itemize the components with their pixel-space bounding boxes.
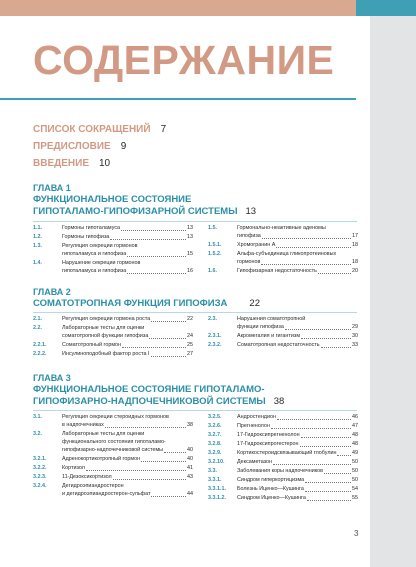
toc-entry[interactable]: 2.3.1. Акромегалия и гигантизм 30 [208, 333, 358, 339]
chapter-1-label: ГЛАВА 1 [33, 183, 71, 193]
toc-preface-label: ПРЕДИСЛОВИЕ [33, 141, 111, 152]
chapter-1-title-line-2: ГИПОТАЛАМО-ГИПОФИЗАРНОЙ СИСТЕМЫ 13 [33, 206, 257, 217]
toc-introduction-label: ВВЕДЕНИЕ [33, 158, 89, 169]
toc-entry[interactable]: 3.2.2. Кортизол 41 [33, 465, 193, 471]
chapter-3-label: ГЛАВА 3 [33, 373, 71, 383]
page-title: СОДЕРЖАНИЕ [33, 37, 335, 83]
toc-entry[interactable]: 2.3. Нарушения соматотропной функции гипофиза 29 [208, 316, 358, 330]
chapter-3-page: 38 [273, 396, 285, 407]
toc-entry[interactable]: 2.1. Регуляция секреции гормона роста 22 [33, 316, 193, 322]
toc-entry[interactable]: 3.3.1. Синдром гиперкортицизма 50 [208, 477, 358, 483]
toc-entry[interactable]: 1.6. Гипофизарная недостаточность 20 [208, 268, 358, 274]
toc-entry[interactable]: 3.2.1. Адренокортикотропный гормон 40 [33, 456, 193, 462]
toc-abbreviations[interactable] [33, 124, 166, 135]
toc-entry[interactable]: 3.3.1.2. Синдром Иценко—Кушинга 55 [208, 495, 358, 501]
toc-entry[interactable]: 3.2.7. 17-Гидроксипрегненолон 48 [208, 432, 358, 438]
toc-entry[interactable]: 3.2.3. 11-Дезоксикортизол 43 [33, 474, 193, 480]
chapter-2-label: ГЛАВА 2 [33, 287, 71, 297]
toc-abbreviations-page: 7 [160, 124, 167, 135]
chapter-1-title-line-1: ФУНКЦИОНАЛЬНОЕ СОСТОЯНИЕ [33, 194, 192, 205]
side-decor-bar [370, 16, 416, 567]
toc-entry[interactable]: 2.2.1. Соматотропный гормон 25 [33, 342, 193, 348]
toc-entry[interactable]: 1.5.2. Альфа-субъединица гликопротеиновых гормонов 18 [208, 251, 358, 265]
chapter-1-rule [33, 221, 357, 222]
toc-entry[interactable]: 1.3. Регуляция секреции гормонов гипоталамуса и гипофиза 15 [33, 243, 193, 257]
toc-entry[interactable]: 3.3. Заболевания коры надпочечников 50 [208, 468, 358, 474]
toc-introduction[interactable] [33, 158, 110, 169]
toc-introduction-page: 10 [99, 158, 111, 169]
chapter-3-title-line-2: ГИПОФИЗАРНО-НАДПОЧЕЧНИКОВОЙ СИСТЕМЫ 38 [33, 396, 285, 407]
toc-entry[interactable]: 1.1. Гормоны гипоталамуса 13 [33, 225, 193, 231]
toc-abbreviations-label: СПИСОК СОКРАЩЕНИЙ [33, 124, 151, 135]
toc-entry[interactable]: 3.2.4. Дегидроэпиандростерон и дегидроэпиандростерон-сульфат 44 [33, 483, 193, 497]
toc-entry[interactable]: 1.5. Гормонально-неактивные аденомы гипофиза 17 [208, 225, 358, 239]
toc-entry[interactable]: 1.5.1. Хромогранин А 18 [208, 242, 358, 248]
toc-preface[interactable] [33, 141, 126, 152]
toc-entry[interactable]: 2.3.2. Соматотропная недостаточность 33 [208, 342, 358, 348]
top-decor-bar [0, 0, 356, 16]
chapter-1-page: 13 [245, 206, 257, 217]
chapter-2-page: 22 [249, 298, 260, 309]
chapter-2-title-line-1: СОМАТОТРОПНАЯ ФУНКЦИЯ ГИПОФИЗА 22 [33, 298, 260, 309]
toc-entry[interactable]: 3.2.10. Дексаметазон 50 [208, 459, 358, 465]
chapter-3-title-line-1: ФУНКЦИОНАЛЬНОЕ СОСТОЯНИЕ ГИПОТАЛАМО- [33, 384, 265, 395]
toc-entry[interactable]: 3.2. Лабораторные тесты для оценки функционального состояния гипоталамо- гипофизарно-надпочечниковой системы 40 [33, 431, 193, 453]
toc-entry[interactable]: 3.1. Регуляция секреции стероидных гормонов в надпочечниках 38 [33, 414, 193, 428]
toc-entry[interactable]: 2.2.2. Инсулиноподобный фактор роста I 27 [33, 351, 193, 357]
chapter-3-rule [33, 410, 357, 411]
page-number: 3 [354, 529, 359, 538]
toc-entry[interactable]: 3.2.6. Прегненолон 47 [208, 423, 358, 429]
toc-entry[interactable]: 3.3.1.1. Болезнь Иценко—Кушинга 54 [208, 486, 358, 492]
toc-entry[interactable]: 3.2.8. 17-Гидроксипрогестерон 48 [208, 441, 358, 447]
toc-entry[interactable]: 1.2. Гормоны гипофиза 13 [33, 234, 193, 240]
title-rule [0, 98, 356, 100]
top-accent-bar [356, 0, 416, 16]
toc-entry[interactable]: 2.2. Лабораторные тесты для оценки соматотропной функции гипофиза 24 [33, 325, 193, 339]
chapter-2-rule [33, 312, 357, 313]
toc-entry[interactable]: 3.2.5. Андростендион 46 [208, 414, 358, 420]
toc-preface-page: 9 [120, 141, 127, 152]
toc-entry[interactable]: 3.2.9. Кортикостероидсвязывающий глобулин 49 [208, 450, 358, 456]
toc-entry[interactable]: 1.4. Нарушение секреции гормонов гипоталамуса и гипофиза 16 [33, 260, 193, 274]
